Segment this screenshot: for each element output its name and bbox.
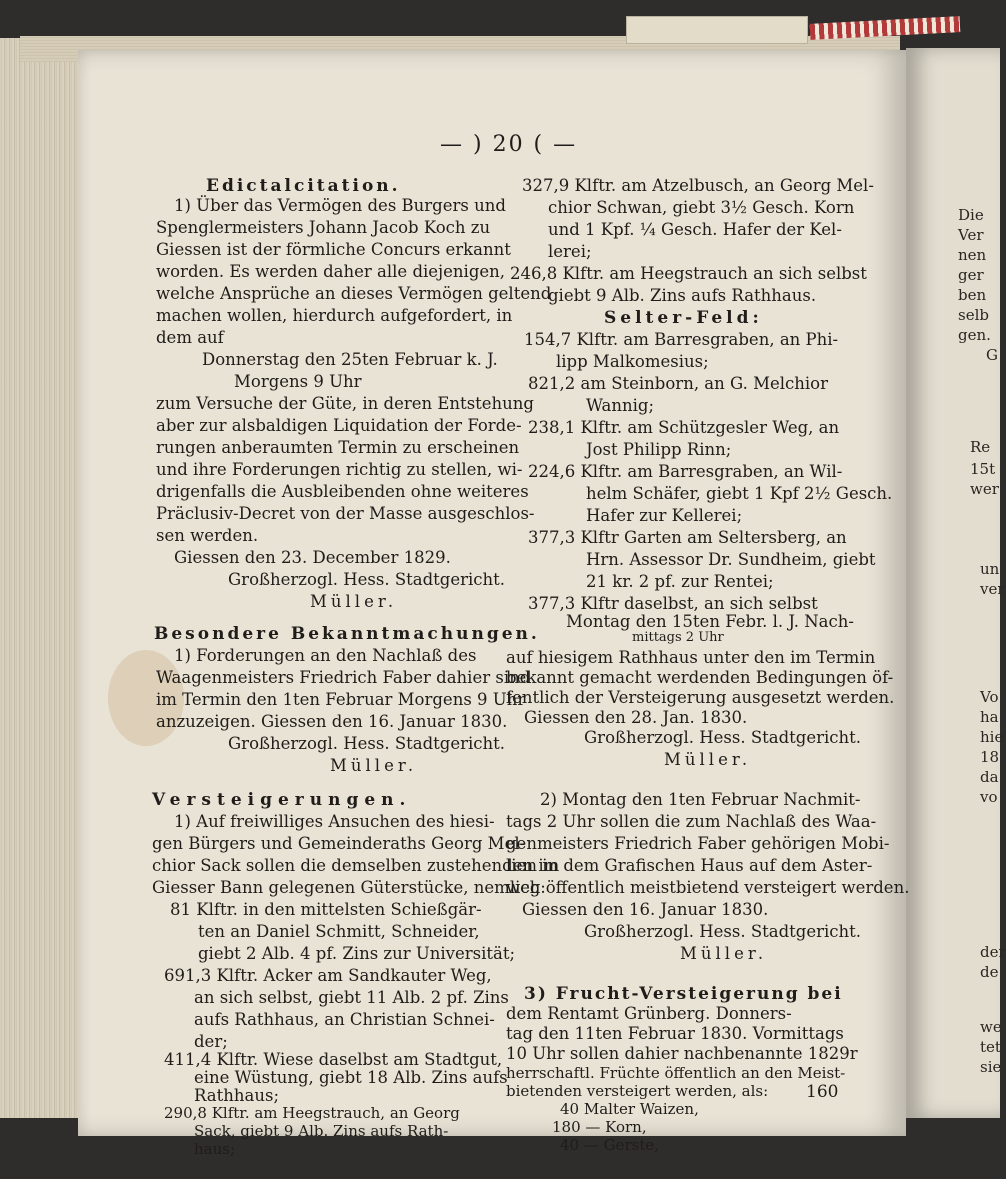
text-line: Giessen den 16. Januar 1830. [522,900,769,919]
text-line: Waagenmeisters Friedrich Faber dahier sind [156,668,531,687]
text-line: Donnerstag den 25ten Februar k. J. [202,350,498,369]
text-line: chior Sack sollen die demselben zustehenden im [152,856,560,875]
right-fragment: tet [980,1038,1001,1056]
right-fragment: Die [958,206,984,224]
text-line: machen wollen, hierdurch aufgefordert, in [156,306,513,325]
text-line: im Termin den 1ten Februar Morgens 9 Uhr [156,690,526,709]
right-fragment: der [980,943,1006,961]
text-line: Sack, giebt 9 Alb. Zins aufs Rath- [194,1122,449,1140]
text-line: der; [194,1032,228,1051]
signature-line: Müller. [310,592,398,611]
text-line: gen Bürgers und Gemeinderaths Georg Mel- [152,834,526,853]
text-line: 81 Klftr. in den mittelsten Schießgär- [170,900,482,919]
text-line: drigenfalls die Ausbleibenden ohne weiteres [156,482,529,501]
text-line: 10 Uhr sollen dahier nachbenannte 1829r [506,1044,858,1063]
text-line: Rathhaus; [194,1086,280,1105]
right-fragment: we [980,1018,1002,1036]
right-fragment: hie [980,728,1004,746]
text-line: 2) Montag den 1ten Februar Nachmit- [540,790,861,809]
text-line: 290,8 Klftr. am Heegstrauch, an Georg [164,1104,460,1122]
text-line: 1) Forderungen an den Nachlaß des [174,646,477,665]
text-line: 411,4 Klftr. Wiese daselbst am Stadtgut, [164,1050,503,1069]
text-line: fentlich der Versteigerung ausgesetzt werden. [506,688,895,707]
right-fragment: ver [980,580,1005,598]
text-line: auf hiesigem Rathhaus unter den im Termin [506,648,876,667]
signature-line: Müller. [330,756,418,775]
text-line: Großherzogl. Hess. Stadtgericht. [584,922,862,941]
text-line: 154,7 Klftr. am Barresgraben, an Phi- [524,330,839,349]
signature-line: Müller. [664,750,752,769]
text-line: Großherzogl. Hess. Stadtgericht. [228,570,506,589]
text-line: giebt 9 Alb. Zins aufs Rathhaus. [548,286,817,305]
text-line: an sich selbst, giebt 11 Alb. 2 pf. Zins [194,988,509,1007]
text-line: 21 kr. 2 pf. zur Rentei; [586,572,774,591]
text-line: tag den 11ten Februar 1830. Vormittags [506,1024,844,1043]
page-number: 160 [806,1082,839,1102]
right-fragment: vo [980,788,998,806]
text-line: anzuzeigen. Giessen den 16. Januar 1830. [156,712,508,731]
text-line: lerei; [548,242,592,261]
text-line: 1) Über das Vermögen des Burgers und [174,196,506,215]
bookmark-strip [626,16,808,44]
section-heading: Selter-Feld: [604,308,763,328]
text-line: mittags 2 Uhr [632,630,724,645]
text-line: 40 Malter Waizen, [560,1100,699,1118]
section-heading: Besondere Bekanntmachungen. [154,624,540,644]
right-fragment: sie [980,1058,1002,1076]
right-fragment: de [980,963,999,981]
text-line: Giessen den 23. December 1829. [174,548,451,567]
text-line: 377,3 Klftr daselbst, an sich selbst [528,594,818,613]
text-line: 40 — Gerste, [560,1136,660,1154]
text-line: herrschaftl. Früchte öffentlich an den Meist- [506,1064,846,1082]
section-heading: 3) Frucht-Versteigerung bei [524,984,843,1004]
text-line: Montag den 15ten Febr. l. J. Nach- [566,612,854,631]
text-line: sen werden. [156,526,259,545]
text-line: 246,8 Klftr. am Heegstrauch an sich selbst [510,264,867,283]
text-line: Hrn. Assessor Dr. Sundheim, giebt [586,550,876,569]
text-line: 238,1 Klftr. am Schützgesler Weg, an [528,418,840,437]
text-line: und 1 Kpf. ¼ Gesch. Hafer der Kel- [548,220,842,239]
text-line: 224,6 Klftr. am Barresgraben, an Wil- [528,462,843,481]
right-fragment: Vo [980,688,999,706]
text-line: tags 2 Uhr sollen die zum Nachlaß des Waa- [506,812,877,831]
text-line: 327,9 Klftr. am Atzelbusch, an Georg Mel- [522,176,874,195]
text-line: worden. Es werden daher alle diejenigen, [156,262,506,281]
right-fragment: wer [970,480,999,498]
text-line: Morgens 9 Uhr [234,372,362,391]
right-fragment: ha [980,708,999,726]
text-line: zum Versuche der Güte, in deren Entstehung [156,394,534,413]
text-line: bietenden versteigert werden, als: [506,1082,769,1100]
text-line: Spenglermeisters Johann Jacob Koch zu [156,218,491,237]
text-line: Hafer zur Kellerei; [586,506,743,525]
text-line: lien in dem Grafischen Haus auf dem Aster- [506,856,873,875]
text-line: Giessen ist der förmliche Concurs erkannt [156,240,511,259]
text-line: 821,2 am Steinborn, an G. Melchior [528,374,829,393]
right-fragment: Ver [958,226,984,244]
text-line: aufs Rathhaus, an Christian Schnei- [194,1010,495,1029]
text-line: lipp Malkomesius; [556,352,709,371]
text-line: 180 — Korn, [552,1118,647,1136]
text-line: Jost Philipp Rinn; [586,440,732,459]
text-line: Wannig; [586,396,655,415]
text-line: helm Schäfer, giebt 1 Kpf 2½ Gesch. [586,484,893,503]
right-fragment: G [986,346,998,364]
signature-line: Müller. [680,944,768,963]
text-line: haus; [194,1140,236,1158]
text-line: Großherzogl. Hess. Stadtgericht. [228,734,506,753]
text-line: weg öffentlich meistbietend versteigert werden. [506,878,910,897]
right-fragment: ger [958,266,984,284]
text-line: chior Schwan, giebt 3½ Gesch. Korn [548,198,855,217]
text-line: Großherzogl. Hess. Stadtgericht. [584,728,862,747]
text-line: eine Wüstung, giebt 18 Alb. Zins aufs [194,1068,508,1087]
text-line: genmeisters Friedrich Faber gehörigen Mobi- [506,834,890,853]
right-fragment: un [980,560,1000,578]
right-fragment: selb [958,306,989,324]
right-fragment: da [980,768,999,786]
text-line: aber zur alsbaldigen Liquidation der Forde- [156,416,522,435]
text-line: 377,3 Klftr Garten am Seltersberg, an [528,528,847,547]
section-heading: Versteigerungen. [152,790,412,810]
section-heading: Edictalcitation. [206,176,401,196]
book-page-right [906,48,1006,1118]
right-fragment: ben [958,286,987,304]
text-line: 1) Auf freiwilliges Ansuchen des hiesi- [174,812,495,831]
page-header: — ) 20 ( — [440,132,578,157]
right-fragment: gen. [958,326,991,344]
text-line: Präclusiv-Decret von der Masse ausgeschlos- [156,504,535,523]
right-fragment: nen [958,246,987,264]
right-fragment: Re [970,438,991,456]
text-line: dem Rentamt Grünberg. Donners- [506,1004,792,1023]
text-line: dem auf [156,328,224,347]
text-line: 691,3 Klftr. Acker am Sandkauter Weg, [164,966,492,985]
text-line: ten an Daniel Schmitt, Schneider, [198,922,480,941]
text-line: Giessen den 28. Jan. 1830. [524,708,748,727]
text-line: welche Ansprüche an dieses Vermögen geltend [156,284,552,303]
text-line: rungen anberaumten Termin zu erscheinen [156,438,520,457]
text-line: giebt 2 Alb. 4 pf. Zins zur Universität; [198,944,516,963]
text-line: Giesser Bann gelegenen Güterstücke, nemlich: [152,878,546,897]
text-line: und ihre Forderungen richtig zu stellen, wi- [156,460,523,479]
right-fragment: 15t [970,460,996,478]
right-fragment: 18 [980,748,1000,766]
text-line: bekannt gemacht werdenden Bedingungen öf- [506,668,894,687]
